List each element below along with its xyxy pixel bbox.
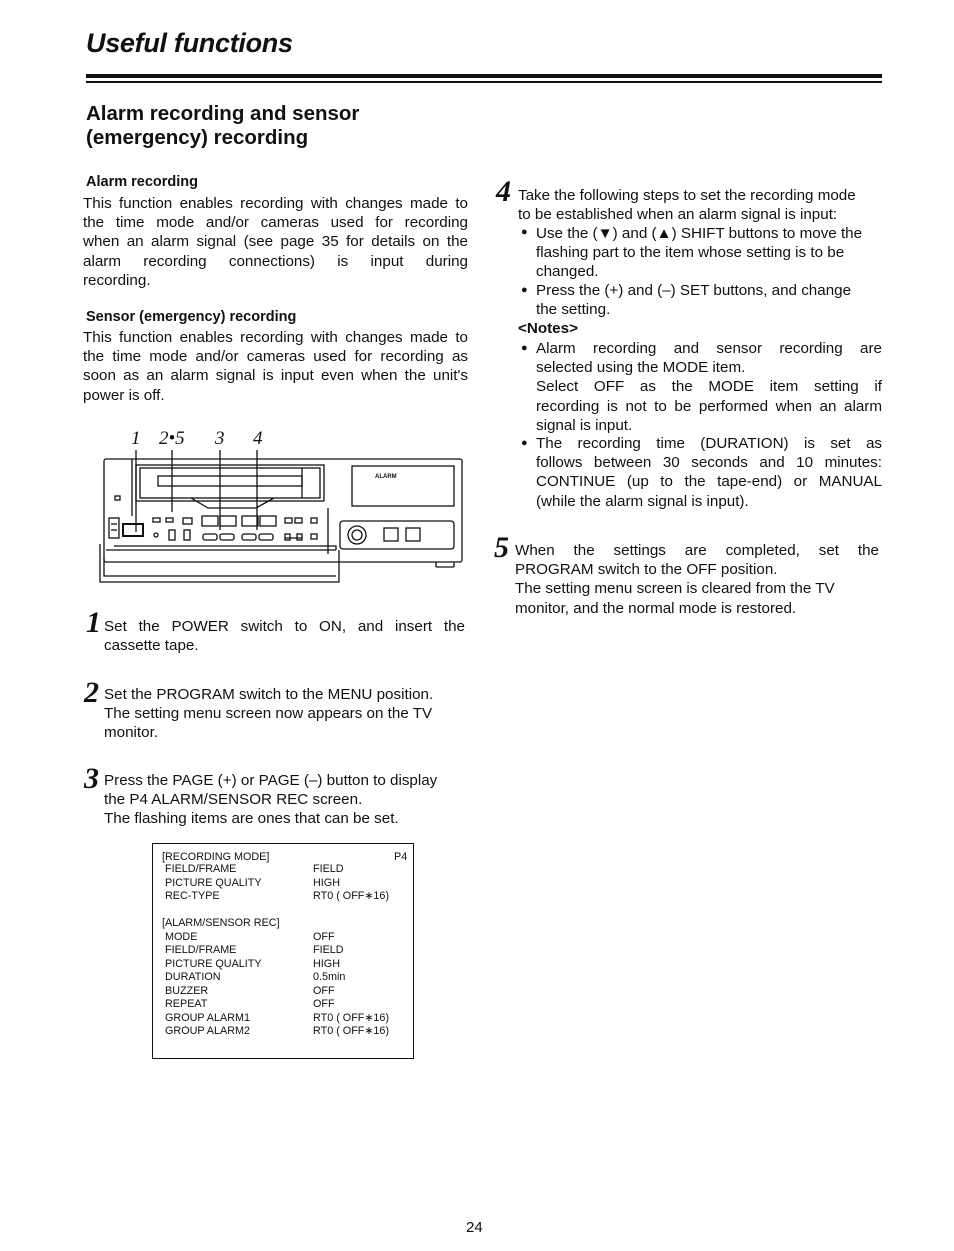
text-line: Set the PROGRAM switch to the MENU position. bbox=[104, 686, 434, 703]
step-1-text bbox=[104, 617, 465, 655]
text-line: recording. bbox=[83, 271, 151, 289]
notes-heading: <Notes> bbox=[518, 320, 578, 337]
text-line: signal is input. bbox=[536, 416, 633, 434]
step-5-number: 5 bbox=[494, 531, 509, 564]
step-3-number: 3 bbox=[84, 762, 99, 795]
text-line: to be established when an alarm signal is input: bbox=[518, 206, 838, 224]
menu-item-value: HIGH bbox=[313, 877, 340, 889]
menu-item-label: PICTURE QUALITY bbox=[165, 877, 262, 889]
text-line: Take the following steps to set the recording mode bbox=[518, 187, 856, 204]
bullet-icon: ● bbox=[521, 437, 528, 449]
menu-item-label: GROUP ALARM2 bbox=[165, 1025, 251, 1037]
text-line: Alarm recording and sensor recording are bbox=[536, 340, 882, 357]
text-line: the time mode and/or cameras used for recording as bbox=[83, 348, 468, 366]
step-4-bullet bbox=[536, 224, 882, 282]
text-line: (while the alarm signal is input). bbox=[536, 492, 749, 510]
bullet-icon: ● bbox=[521, 284, 528, 296]
menu-item-value: FIELD bbox=[313, 944, 344, 956]
bullet-icon: ● bbox=[521, 226, 528, 238]
menu-section-title: [ALARM/SENSOR REC] bbox=[162, 917, 280, 929]
menu-screen-page: P4 bbox=[394, 851, 408, 863]
step-1-number: 1 bbox=[86, 606, 101, 639]
menu-item-label: REPEAT bbox=[165, 998, 208, 1010]
sensor-recording-heading: Sensor (emergency) recording bbox=[86, 309, 297, 325]
sensor-recording-text bbox=[83, 328, 468, 405]
text-line: the P4 ALARM/SENSOR REC screen. bbox=[104, 791, 363, 809]
menu-item-value: RT0 ( OFF∗16) bbox=[313, 1012, 390, 1024]
text-line: cassette tape. bbox=[104, 637, 199, 655]
menu-item-value: FIELD bbox=[313, 863, 344, 875]
menu-item-label: BUZZER bbox=[165, 985, 209, 997]
figure-callout-2-5: 2•5 bbox=[159, 428, 185, 449]
step-2-number: 2 bbox=[84, 676, 99, 709]
text-line: soon as an alarm signal is input even when the unit's bbox=[83, 367, 468, 385]
notes-bullet bbox=[536, 434, 882, 511]
menu-item-value: RT0 ( OFF∗16) bbox=[313, 890, 390, 902]
menu-screen-title: [RECORDING MODE] bbox=[162, 851, 270, 863]
text-line: Use the (▼) and (▲) SHIFT buttons to move the bbox=[536, 225, 863, 242]
text-line: alarm recording connections) is input during bbox=[83, 252, 468, 270]
text-line: when an alarm signal (see page 35 for details on the bbox=[83, 233, 468, 251]
figure-callout-4: 4 bbox=[253, 428, 263, 449]
text-line: power is off. bbox=[83, 386, 165, 404]
text-line: monitor, and the normal mode is restored. bbox=[515, 599, 797, 617]
menu-item-value: OFF bbox=[313, 998, 335, 1010]
menu-item-label: GROUP ALARM1 bbox=[165, 1012, 251, 1024]
menu-item-label: DURATION bbox=[165, 971, 221, 983]
bullet-icon: ● bbox=[521, 342, 528, 354]
figure-callout-1: 1 bbox=[131, 428, 141, 449]
step-4-number: 4 bbox=[496, 175, 511, 208]
text-line: the time mode and/or cameras used for recording bbox=[83, 214, 468, 232]
menu-screen-box bbox=[152, 843, 414, 1059]
section-title-line: Alarm recording and sensor bbox=[86, 102, 360, 125]
text-line: Select OFF as the MODE item setting if bbox=[536, 378, 882, 396]
menu-item-value: RT0 ( OFF∗16) bbox=[313, 1025, 390, 1037]
text-line: follows between 30 seconds and 10 minutes: bbox=[536, 454, 882, 472]
text-line: PROGRAM switch to the OFF position. bbox=[515, 561, 778, 579]
section-title bbox=[86, 102, 359, 150]
text-line: changed. bbox=[536, 263, 599, 281]
alarm-recording-heading: Alarm recording bbox=[86, 174, 198, 190]
step-5-text bbox=[515, 541, 879, 618]
text-line: Set the POWER switch to ON, and insert the bbox=[104, 618, 465, 635]
section-title-line: (emergency) recording bbox=[86, 126, 309, 149]
menu-item-label: PICTURE QUALITY bbox=[165, 958, 262, 970]
text-line: The flashing items are ones that can be set. bbox=[104, 810, 399, 828]
text-line: The recording time (DURATION) is set as bbox=[536, 435, 882, 452]
notes-bullet bbox=[536, 339, 882, 435]
text-line: selected using the MODE item. bbox=[536, 359, 746, 377]
text-line: recording is not to be performed when an alarm bbox=[536, 397, 882, 415]
text-line: flashing part to the item whose setting is to be bbox=[536, 244, 845, 262]
text-line: The setting menu screen is cleared from the TV bbox=[515, 580, 835, 598]
text-line: When the settings are completed, set the bbox=[515, 542, 879, 559]
alarm-recording-text bbox=[83, 194, 468, 290]
menu-item-label: FIELD/FRAME bbox=[165, 863, 237, 875]
text-line: Press the PAGE (+) or PAGE (–) button to display bbox=[104, 772, 438, 789]
header-rule-thick bbox=[86, 74, 882, 78]
step-4-text bbox=[518, 186, 882, 224]
menu-item-label: MODE bbox=[165, 931, 198, 943]
vcr-front-panel-illustration bbox=[96, 446, 468, 592]
alarm-window-label: ALARM bbox=[375, 474, 397, 480]
menu-item-label: FIELD/FRAME bbox=[165, 944, 237, 956]
page-header-title: Useful functions bbox=[86, 28, 293, 58]
text-line: CONTINUE (up to the tape-end) or MANUAL bbox=[536, 473, 882, 491]
text-line: The setting menu screen now appears on the TV bbox=[104, 705, 433, 723]
menu-item-label: REC-TYPE bbox=[165, 890, 220, 902]
text-line: monitor. bbox=[104, 724, 159, 742]
menu-item-value: OFF bbox=[313, 985, 335, 997]
menu-item-value: HIGH bbox=[313, 958, 340, 970]
step-2-text bbox=[104, 685, 465, 743]
text-line: This function enables recording with changes made to bbox=[83, 195, 468, 212]
page-number: 24 bbox=[466, 1219, 483, 1236]
text-line: the setting. bbox=[536, 301, 611, 319]
menu-item-value: OFF bbox=[313, 931, 335, 943]
text-line: Press the (+) and (–) SET buttons, and change bbox=[536, 282, 852, 299]
step-3-text bbox=[104, 771, 465, 829]
menu-item-value: 0.5min bbox=[313, 971, 346, 983]
text-line: This function enables recording with changes made to bbox=[83, 329, 468, 346]
step-4-bullet bbox=[536, 281, 882, 319]
header-rule-thin bbox=[86, 81, 882, 83]
figure-callout-3: 3 bbox=[215, 428, 225, 449]
